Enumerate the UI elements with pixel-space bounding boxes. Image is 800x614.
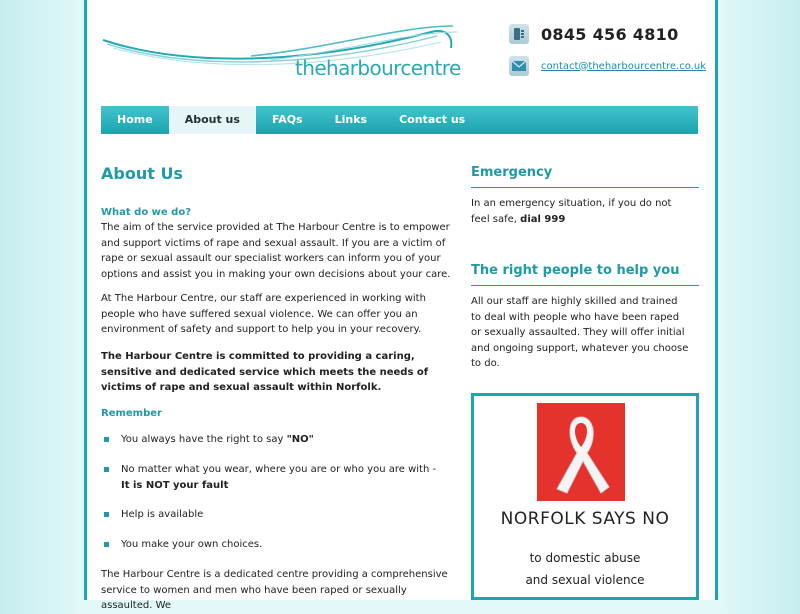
email-link[interactable]: contact@theharbourcentre.co.uk [541,60,706,72]
nav-faqs[interactable]: FAQs [271,113,303,126]
envelope-icon [509,56,529,76]
page-title: About Us [101,164,183,183]
emergency-heading: Emergency [471,165,699,188]
nav-links[interactable]: Links [334,113,368,126]
centre-paragraph: The Harbour Centre is a dedicated centre providing a comprehensive service to women and men who have been raped or sexually assaulted. We [101,569,448,611]
commitment-paragraph: The Harbour Centre is committed to providing a caring, sensitive and dedicated service which meets the needs of victims of rape and sexual assault within Norfolk. [101,351,429,393]
main-nav [101,106,698,134]
remember-heading: Remember [101,408,162,419]
nav-home[interactable]: Home [117,113,153,126]
banner-title: NORFOLK SAYS NO [500,509,670,529]
site-logo[interactable] [101,18,461,80]
phone-number[interactable]: 0845 456 4810 [541,24,679,44]
what-heading: What do we do? [101,207,191,218]
right-people-text: All our staff are highly skilled and trained to deal with people who have been raped or sexually assaulted. They will offer initial and ongoing support, whatever you choose to do. [471,296,689,369]
nav-about-us[interactable]: About us [169,106,256,134]
logo-text: theharbourcentre [295,56,461,80]
nav-contact-us[interactable]: Contact us [399,113,466,126]
ribbon-icon [537,403,625,501]
bullet-icon [104,437,109,442]
norfolk-says-no-banner[interactable] [471,393,699,600]
bullet-icon [104,542,109,547]
email-row [509,54,706,78]
staff-paragraph: At The Harbour Centre, our staff are experienced in working with people who have suffered sexual violence. We can offer you an environment of safety and support to help you in your recovery. [101,293,426,335]
banner-subtitle: to domestic abuse and sexual violence [525,551,645,587]
intro-paragraph: The aim of the service provided at The Harbour Centre is to empower and support victims of rape and sexual assault. If you are a victim of rape or sexual assault our specialist workers can inform you of your options and assist you in making your own decisions about your care. [101,222,451,280]
phone-icon [509,24,529,44]
page-container: theharbourcentre 0845 456 4810 contact@theharbourcentre.co.uk Home About us FAQs Links Contact us About Us What do we do? The aim of the service provided at The Harbour Centre is to empower and support victims of rape and sexual assault. If you are a victim of rape or sexual assault our specialist workers can inform you of your options and assist you in making your own decisions about your care. At The Harbour Centre, our staff are experienced in working with people who have suffered sexual violence. We can offer you an environment of safety and support to help you in your recovery. The Harbour Centre is committed to providing a caring, sensitive and dedicated service which meets the needs of victims of rape and sexual assault within Norfolk. Remember You always have the right to say "NO" No matter what you wear, where you are or who you are with - It is NOT your fault Help is available You make your own choices. The Harbour Centre is a dedicated centre providing a comprehensive service to women and men who have been raped or sexually assaulted. We Emergency In an emergency situation, if you do not feel safe, dial 999 The right people to help you All our staff are highly skilled and trained to deal with people who have been raped or sexually assaulted. They will offer initial and ongoing support, whatever you choose to do. NORFOLK SAYS NO to domestic abuse and sexual violence [84,0,718,600]
right-people-heading: The right people to help you [471,263,699,286]
bullet-icon [104,467,109,472]
emergency-text: In an emergency situation, if you do not feel safe, dial 999 [471,198,672,225]
bullet-icon [104,512,109,517]
phone-row [509,22,679,46]
